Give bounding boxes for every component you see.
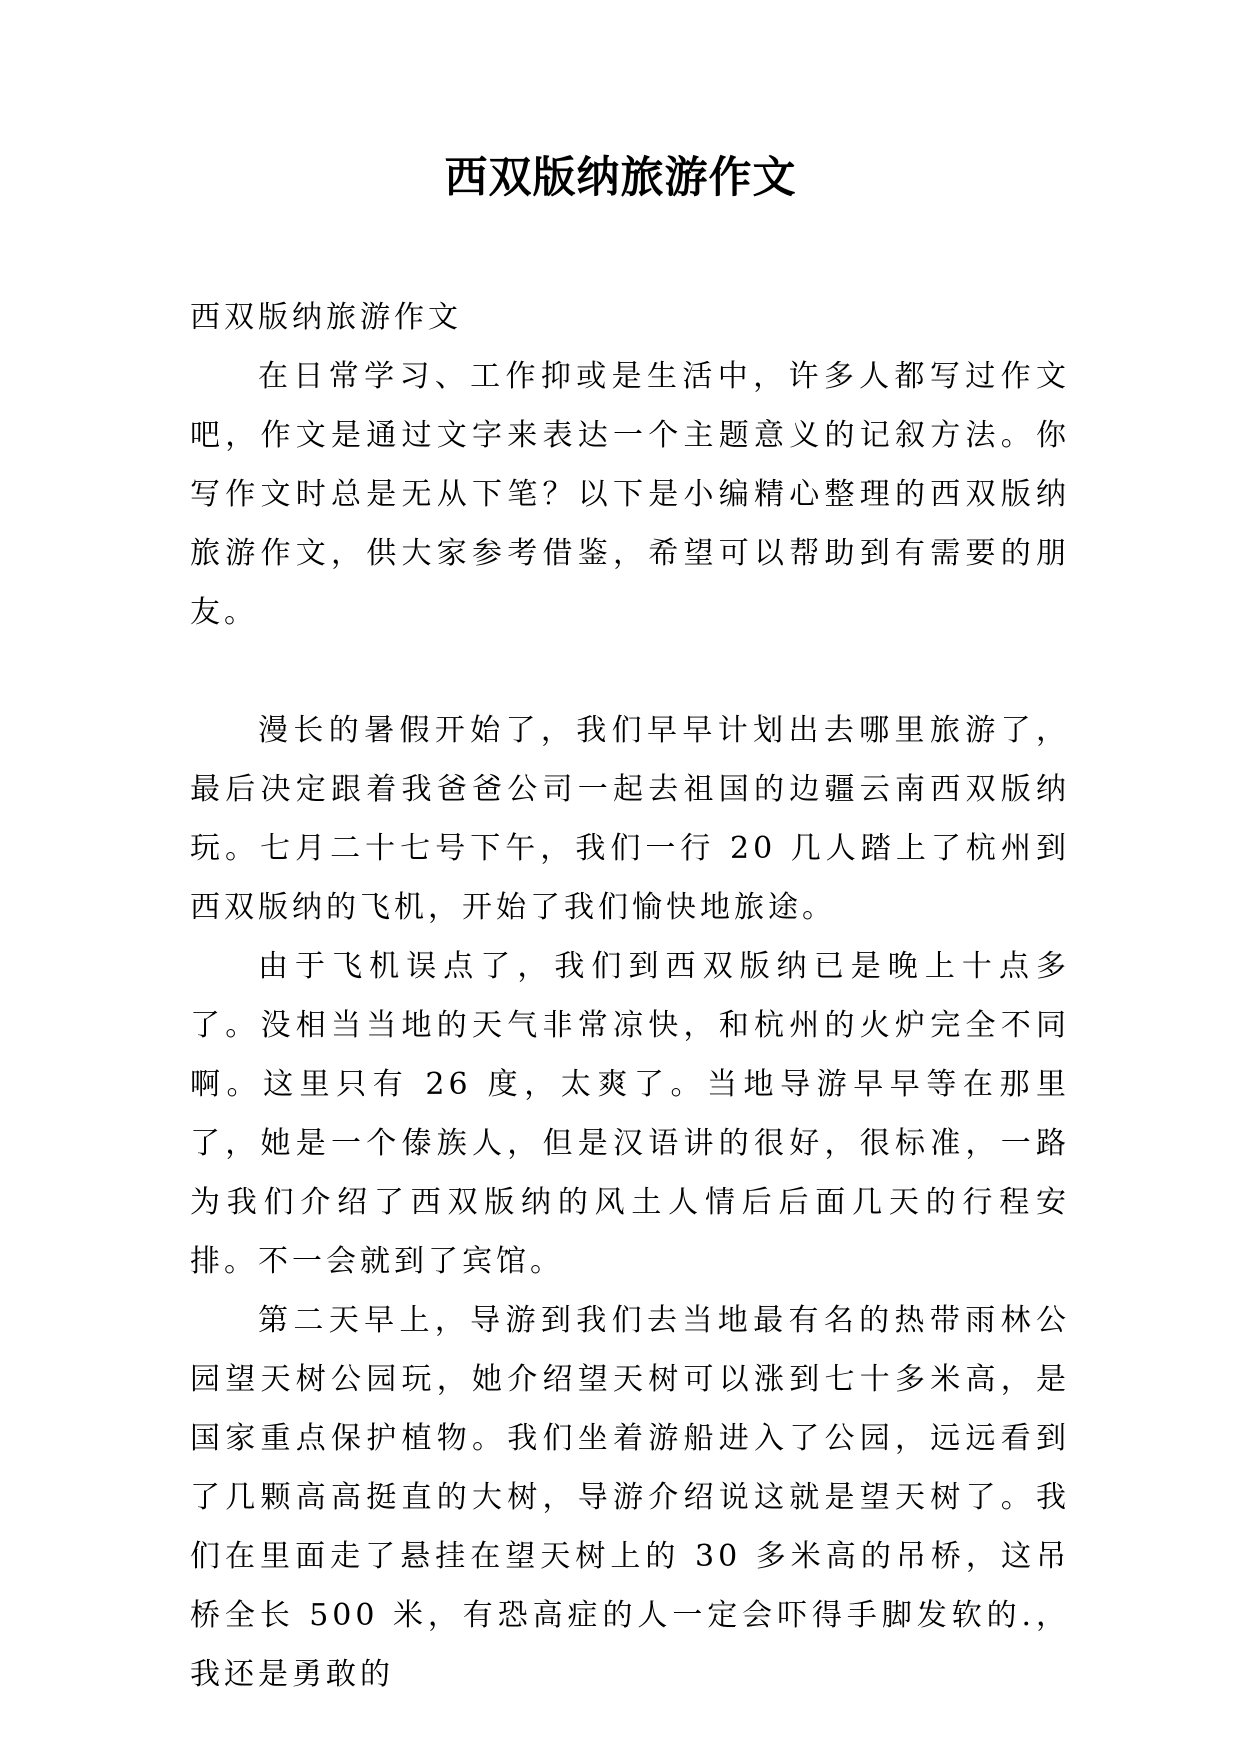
document-title: 西双版纳旅游作文 <box>444 153 797 203</box>
paragraph-spacer <box>190 642 1070 701</box>
document-subtitle: 西双版纳旅游作文 <box>190 300 462 335</box>
intro-paragraph: 在日常学习、工作抑或是生活中，许多人都写过作文吧，作文是通过文字来表达一个主题意义的记叙方法。你写作文时总是无从下笔？以下是小编精心整理的西双版纳旅游作文，供大家参考借鉴，希望可以帮助到有需要的朋友。 <box>190 359 1070 630</box>
body-paragraph-1: 漫长的暑假开始了，我们早早计划出去哪里旅游了，最后决定跟着我爸爸公司一起去祖国的边疆云南西双版纳玩。七月二十七号下午，我们一行 20 几人踏上了杭州到西双版纳的飞机，开始了我们愉快地旅途。 <box>190 713 1070 925</box>
body-paragraph-3: 第二天早上，导游到我们去当地最有名的热带雨林公园望天树公园玩，她介绍望天树可以涨到七十多米高，是国家重点保护植物。我们坐着游船进入了公园，远远看到了几颗高高挺直的大树，导游介绍说这就是望天树了。我们在里面走了悬挂在望天树上的 30 多米高的吊桥，这吊桥全长 500 米，有恐高症的人一定会吓得手脚发软的.，我还是勇敢的 <box>190 1303 1070 1692</box>
document-body <box>190 288 1070 1704</box>
body-paragraph-2: 由于飞机误点了，我们到西双版纳已是晚上十点多了。没相当当地的天气非常凉快，和杭州的火炉完全不同啊。这里只有 26 度，太爽了。当地导游早早等在那里了，她是一个傣族人，但是汉语讲的很好，很标准，一路为我们介绍了西双版纳的风土人情后后面几天的行程安排。不一会就到了宾馆。 <box>190 949 1070 1279</box>
